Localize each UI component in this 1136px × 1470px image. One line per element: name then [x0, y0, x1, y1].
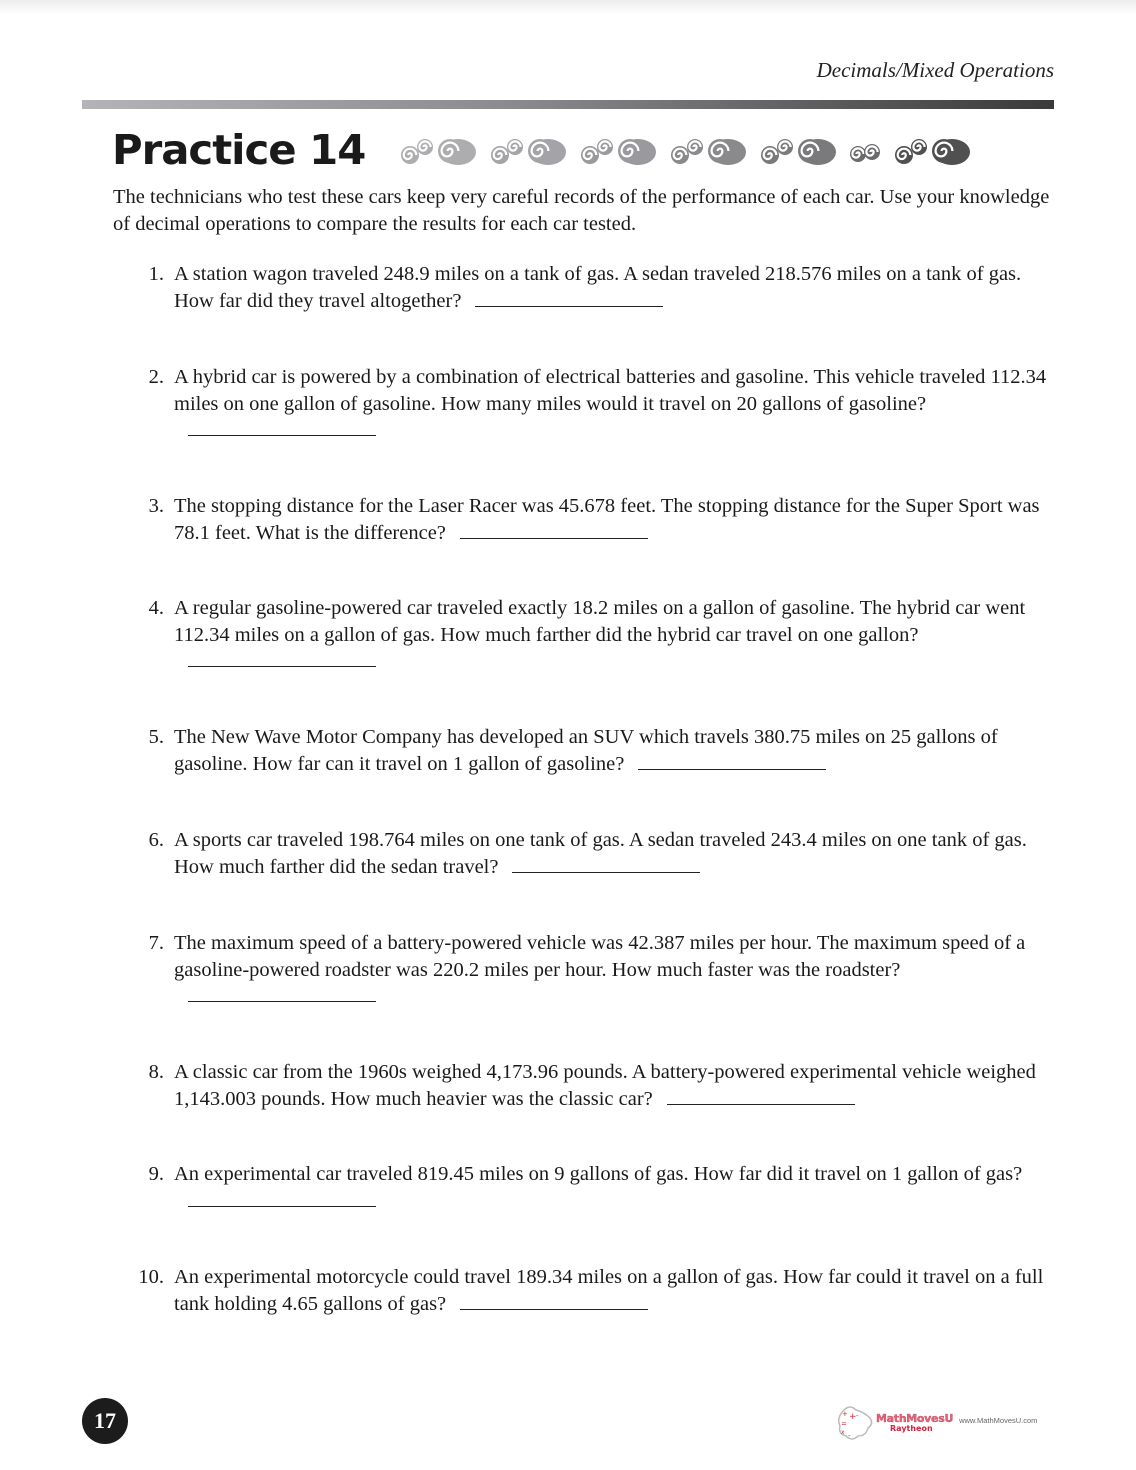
swirl-wave-icon: [760, 134, 836, 166]
answer-blank[interactable]: [188, 417, 376, 436]
question-text: [164, 493, 1058, 546]
question-body: A hybrid car is powered by a combination of electrical batteries and gasoline. This vehicle traveled 112.34 miles on one gallon of gasoline. How many miles would it travel on 20 gallons of gasoline?: [174, 366, 1047, 415]
question-item: [130, 1161, 1058, 1214]
answer-blank[interactable]: [460, 520, 648, 539]
question-item: [130, 595, 1058, 675]
question-number: 5.: [148, 726, 164, 748]
title-row: [112, 124, 970, 176]
question-item: [130, 364, 1058, 444]
question-body: A sports car traveled 198.764 miles on one tank of gas. A sedan traveled 243.4 miles on one tank of gas. How much farther did the sedan travel?: [174, 829, 1027, 878]
svg-text:=: =: [841, 1420, 847, 1428]
question-number: 8.: [148, 1061, 164, 1083]
answer-blank[interactable]: [188, 1188, 376, 1207]
question-text: [164, 595, 1058, 675]
question-text: [164, 364, 1058, 444]
swirl-decoration: [400, 134, 970, 166]
header-gradient-bar: [82, 100, 1054, 109]
question-item: [130, 261, 1058, 314]
answer-blank[interactable]: [188, 983, 376, 1002]
question-number: 1.: [148, 263, 164, 285]
swirl-wave-icon: [490, 134, 566, 166]
question-body: A station wagon traveled 248.9 miles on a tank of gas. A sedan traveled 218.576 miles on a tank of gas. How far did they travel altogether?: [174, 263, 1022, 312]
logo-sub: Raytheon: [890, 1423, 933, 1433]
intro-paragraph: The technicians who test these cars keep very careful records of the performance of each car. Use your knowledge of decimal operations to compare the results for each car tested.: [113, 186, 1050, 235]
question-item: [130, 1264, 1058, 1317]
answer-blank[interactable]: [512, 854, 700, 873]
answer-blank[interactable]: [460, 1291, 648, 1310]
page-top-shade: [0, 0, 1136, 14]
question-text: [164, 1059, 1058, 1112]
svg-text:-: -: [856, 1412, 859, 1420]
svg-text:+: +: [842, 1410, 848, 1418]
question-number: 7.: [148, 932, 164, 954]
question-body: The New Wave Motor Company has developed an SUV which travels 380.75 miles on 25 gallons of gasoline. How far can it travel on 1 gallon of gasoline?: [174, 726, 998, 775]
question-number: 10.: [138, 1266, 164, 1288]
svg-text:+: +: [849, 1412, 857, 1422]
question-body: The maximum speed of a battery-powered vehicle was 42.387 miles per hour. The maximum speed of a gasoline-powered roadster was 220.2 miles per hour. How much faster was the roadster?: [174, 932, 1026, 981]
answer-blank[interactable]: [475, 288, 663, 307]
question-number: 2.: [148, 366, 164, 388]
answer-blank[interactable]: [188, 648, 376, 667]
question-text: [164, 724, 1058, 777]
swirl-wave-icon: [894, 134, 970, 166]
question-text: [164, 1264, 1058, 1317]
question-item: [130, 724, 1058, 777]
question-item: [130, 930, 1058, 1010]
svg-text:-: -: [848, 1432, 851, 1440]
question-number: 6.: [148, 829, 164, 851]
svg-text:x: x: [841, 1429, 845, 1436]
question-number: 9.: [148, 1163, 164, 1185]
question-text: [164, 1161, 1058, 1214]
math-symbols-logo-icon: [836, 1404, 876, 1442]
question-text: [164, 261, 1058, 314]
page-title: Practice 14: [112, 126, 366, 174]
logo-brand: MathMovesU: [876, 1411, 954, 1425]
question-body: A regular gasoline-powered car traveled exactly 18.2 miles on a gallon of gasoline. The hybrid car went 112.34 miles on a gallon of gas. How much farther did the hybrid car travel on one gallon?: [174, 597, 1026, 646]
question-body: An experimental car traveled 819.45 miles on 9 gallons of gas. How far did it travel on 1 gallon of gas?: [174, 1163, 1023, 1185]
question-item: [130, 827, 1058, 880]
page-number: 17: [94, 1408, 116, 1433]
logo-text: [876, 1413, 953, 1434]
question-item: [130, 493, 1058, 546]
question-body: The stopping distance for the Laser Racer was 45.678 feet. The stopping distance for the Super Sport was 78.1 feet. What is the difference?: [174, 495, 1040, 544]
question-text: [164, 827, 1058, 880]
answer-blank[interactable]: [667, 1086, 855, 1105]
question-number: 3.: [148, 495, 164, 517]
mathmovesu-logo: [836, 1404, 1037, 1442]
question-text: [164, 930, 1058, 1010]
swirl-wave-icon: [850, 134, 880, 166]
swirl-wave-icon: [400, 134, 476, 166]
logo-url: www.MathMovesU.com: [959, 1415, 1038, 1425]
swirl-wave-icon: [670, 134, 746, 166]
swirl-wave-icon: [580, 134, 656, 166]
section-header: Decimals/Mixed Operations: [816, 58, 1054, 82]
question-number: 4.: [148, 597, 164, 619]
question-body: An experimental motorcycle could travel 189.34 miles on a gallon of gas. How far could it travel on a full tank holding 4.65 gallons of gas?: [174, 1266, 1044, 1315]
question-item: [130, 1059, 1058, 1112]
answer-blank[interactable]: [638, 751, 826, 770]
question-body: A classic car from the 1960s weighed 4,173.96 pounds. A battery-powered experimental vehicle weighed 1,143.003 pounds. How much heavier was the classic car?: [174, 1061, 1036, 1110]
page-number-badge: [82, 1398, 128, 1444]
